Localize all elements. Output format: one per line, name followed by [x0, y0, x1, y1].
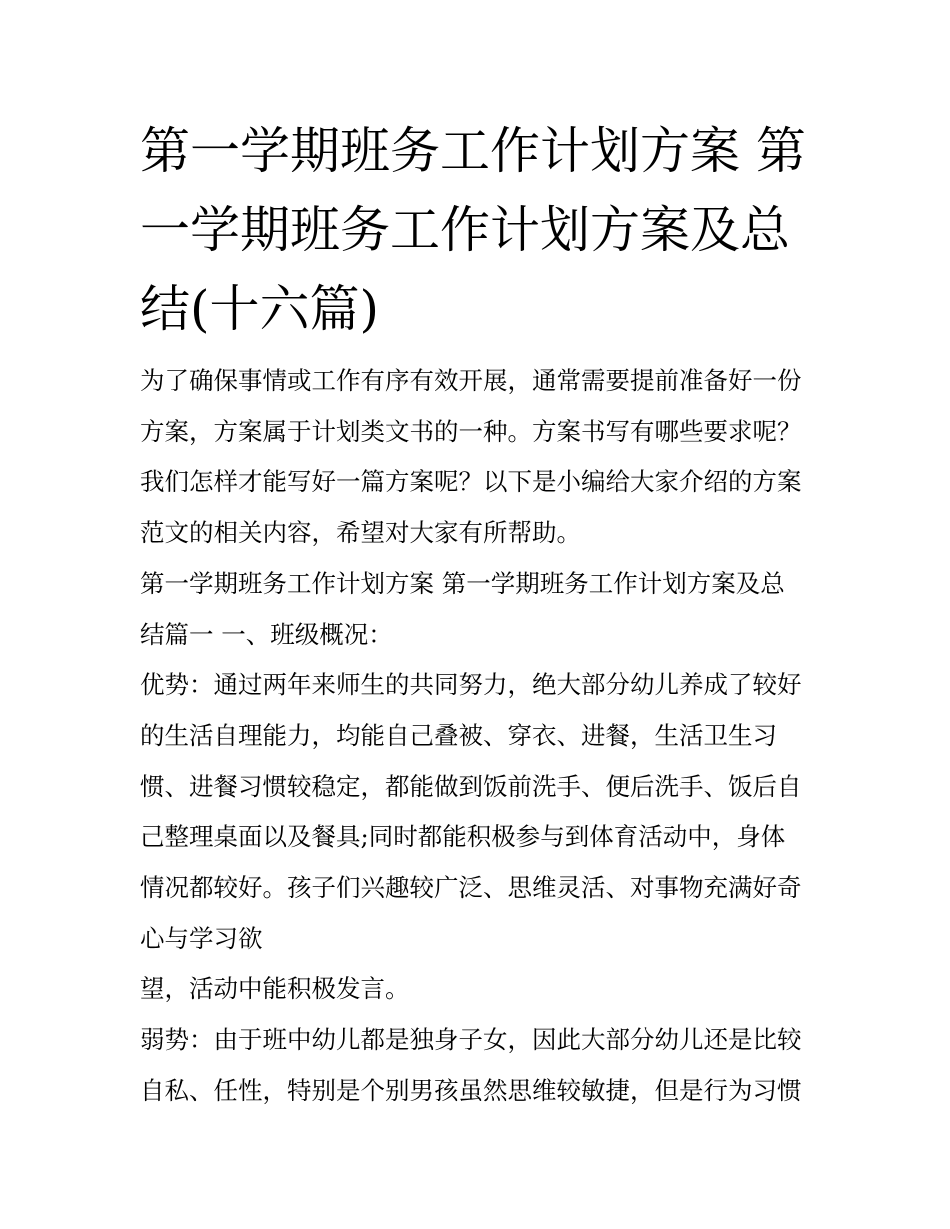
- body-line: 心与学习欲: [140, 923, 263, 953]
- body-line: 望，活动中能积极发言。: [140, 974, 410, 1004]
- title-line: 结(十六篇): [140, 280, 380, 338]
- body-line: 我们怎样才能写好一篇方案呢？以下是小编给大家介绍的方案: [140, 467, 802, 497]
- body-line: 方案，方案属于计划类文书的一种。方案书写有哪些要求呢？: [140, 416, 802, 446]
- body-line: 优势：通过两年来师生的共同努力，绝大部分幼儿养成了较好: [140, 670, 802, 700]
- section-heading-line: 第一学期班务工作计划方案 第一学期班务工作计划方案及总: [140, 568, 785, 598]
- body-line: 的生活自理能力，均能自己叠被、穿衣、进餐，生活卫生习: [140, 720, 777, 750]
- body-line: 为了确保事情或工作有序有效开展，通常需要提前准备好一份: [140, 366, 802, 395]
- document-title: [140, 112, 820, 349]
- body-line: 范文的相关内容，希望对大家有所帮助。: [140, 518, 581, 548]
- document-body: [140, 356, 830, 1117]
- body-line: 惯、进餐习惯较稳定，都能做到饭前洗手、便后洗手、饭后自: [140, 771, 802, 801]
- title-line: 一学期班务工作计划方案及总: [140, 201, 790, 259]
- body-line: 弱势：由于班中幼儿都是独身子女，因此大部分幼儿还是比较: [140, 1025, 802, 1055]
- title-line: 第一学期班务工作计划方案 第: [140, 122, 806, 180]
- body-line: 情况都较好。孩子们兴趣较广泛、思维灵活、对事物充满好奇: [140, 873, 802, 903]
- body-line: 自私、任性，特别是个别男孩虽然思维较敏捷，但是行为习惯: [140, 1075, 802, 1105]
- section-heading-line: 结篇一 一、班级概况：: [140, 619, 393, 649]
- body-line: 己整理桌面以及餐具;同时都能积极参与到体育活动中，身体: [140, 822, 786, 852]
